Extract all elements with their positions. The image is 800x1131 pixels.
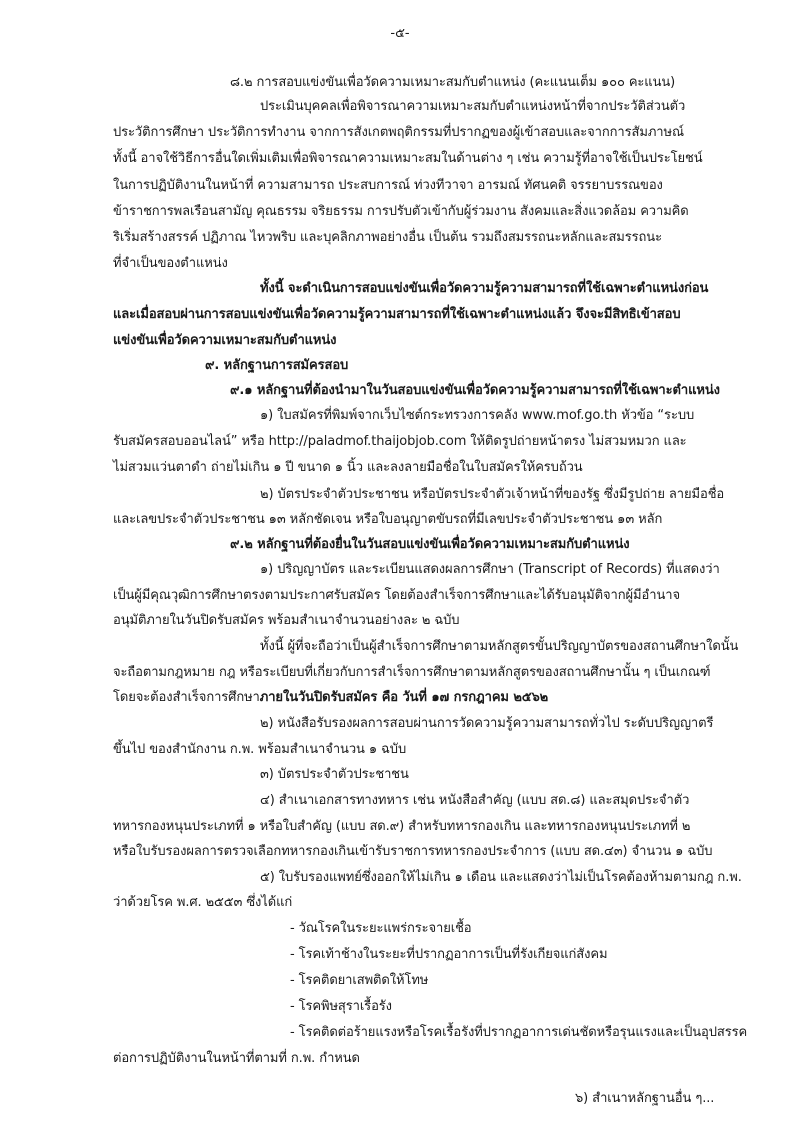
bold-note-line: ทั้งนี้ จะดำเนินการสอบแข่งขันเพื่อวัดความรู้ความสามารถที่ใช้เฉพาะตำแหน่งก่อน <box>260 281 709 296</box>
paragraph-line: ทั้งนี้ อาจใช้วิธีการอื่นใดเพิ่มเติมเพื่อพิจารณาความเหมาะสมในด้านต่าง ๆ เช่น ความรู้ที่อาจใช้เป็นประโยชน์ <box>113 151 703 166</box>
paragraph-line: ๑) ปริญญาบัตร และระเบียนแสดงผลการศึกษา (Transcript of Records) ที่แสดงว่า <box>260 562 720 577</box>
disease-list-item: - วัณโรคในระยะแพร่กระจายเชื้อ <box>290 921 472 936</box>
paragraph-line: ต่อการปฏิบัติงานในหน้าที่ตามที่ ก.พ. กำหนด <box>113 1051 360 1066</box>
paragraph-line: จะถือตามกฎหมาย กฎ หรือระเบียบที่เกี่ยวกับการสำเร็จการศึกษาตามหลักสูตรของสถานศึกษานั้น ๆ เป็นเกณฑ์ <box>113 665 711 680</box>
paragraph-line: ๒) บัตรประจำตัวประชาชน หรือบัตรประจำตัวเจ้าหน้าที่ของรัฐ ซึ่งมีรูปถ่าย ลายมือชื่อ <box>260 487 725 502</box>
paragraph-line: อนุมัติภายในวันปิดรับสมัคร พร้อมสำเนาจำนวนอย่างละ ๒ ฉบับ <box>113 613 460 628</box>
paragraph-line: ประวัติการศึกษา ประวัติการทำงาน จากการสังเกตพฤติกรรมที่ปรากฏของผู้เข้าสอบและจากการสัมภาษณ์ <box>113 125 684 140</box>
paragraph-line: ๕) ใบรับรองแพทย์ซึ่งออกให้ไม่เกิน ๑ เดือน และแสดงว่าไม่เป็นโรคต้องห้ามตามกฎ ก.พ. <box>260 870 742 885</box>
paragraph-line: ว่าด้วยโรค พ.ศ. ๒๕๕๓ ซึ่งได้แก่ <box>113 895 293 910</box>
bold-note-line: และเมื่อสอบผ่านการสอบแข่งขันเพื่อวัดความรู้ความสามารถที่ใช้เฉพาะตำแหน่งแล้ว จึงจะมีสิทธิเข้าสอบ <box>113 307 681 322</box>
text-span: โดยจะต้องสำเร็จการศึกษา <box>113 690 260 705</box>
paragraph-line: ที่จำเป็นของตำแหน่ง <box>113 256 228 271</box>
paragraph-line: ริเริ่มสร้างสรรค์ ปฏิภาณ ไหวพริบ และบุคลิกภาพอย่างอื่น เป็นต้น รวมถึงสมรรถนะหลักและสมรรถนะ <box>113 230 662 245</box>
bold-note-line: แข่งขันเพื่อวัดความเหมาะสมกับตำแหน่ง <box>113 333 337 348</box>
paragraph-line: ไม่สวมแว่นตาดำ ถ่ายไม่เกิน ๑ ปี ขนาด ๑ นิ้ว และลงลายมือชื่อในใบสมัครให้ครบถ้วน <box>113 460 583 475</box>
paragraph-line: ขึ้นไป ของสำนักงาน ก.พ. พร้อมสำเนาจำนวน ๑ ฉบับ <box>113 742 407 757</box>
paragraph-line: ข้าราชการพลเรือนสามัญ คุณธรรม จริยธรรม การปรับตัวเข้ากับผู้ร่วมงาน สังคมและสิ่งแวดล้อม ความคิด <box>113 204 689 219</box>
paragraph-line: ทหารกองหนุนประเภทที่ ๑ หรือใบสำคัญ (แบบ สด.๙) สำหรับทหารกองเกิน และทหารกองหนุนประเภทที่ ๒ <box>113 819 691 834</box>
continuation-note: ๖) สำเนาหลักฐานอื่น ๆ... <box>575 1091 715 1106</box>
page-number: -๕- <box>390 26 410 41</box>
disease-list-item: - โรคเท้าช้างในระยะที่ปรากฏอาการเป็นที่รังเกียจแก่สังคม <box>290 947 608 962</box>
paragraph-line: ประเมินบุคคลเพื่อพิจารณาความเหมาะสมกับตำแหน่งหน้าที่จากประวัติส่วนตัว <box>260 99 686 114</box>
paragraph-line: ๓) บัตรประจำตัวประชาชน <box>260 767 409 782</box>
section-9-heading: ๙. หลักฐานการสมัครสอบ <box>205 358 349 373</box>
paragraph-line: ๔) สำเนาเอกสารทางทหาร เช่น หนังสือสำคัญ (แบบ สด.๘) และสมุดประจำตัว <box>260 793 690 808</box>
disease-list-item: - โรคติดยาเสพติดให้โทษ <box>290 973 429 988</box>
paragraph-line: ทั้งนี้ ผู้ที่จะถือว่าเป็นผู้สำเร็จการศึกษาตามหลักสูตรขั้นปริญญาบัตรของสถานศึกษาใดนั้น <box>260 639 739 654</box>
section-9-1-heading: ๙.๑ หลักฐานที่ต้องนำมาในวันสอบแข่งขันเพื่อวัดความรู้ความสามารถที่ใช้เฉพาะตำแหน่ง <box>230 383 720 398</box>
section-8-2-heading: ๘.๒ การสอบแข่งขันเพื่อวัดความเหมาะสมกับตำแหน่ง (คะแนนเต็ม ๑๐๐ คะแนน) <box>230 75 676 90</box>
paragraph-line: รับสมัครสอบออนไลน์” หรือ http://paladmof.thaijobjob.com ให้ติดรูปถ่ายหน้าตรง ไม่สวมหมวก และ <box>113 434 687 449</box>
section-9-2-heading: ๙.๒ หลักฐานที่ต้องยื่นในวันสอบแข่งขันเพื่อวัดความเหมาะสมกับตำแหน่ง <box>230 537 630 552</box>
disease-list-item: - โรคพิษสุราเรื้อรัง <box>290 999 392 1014</box>
closing-date-text: ภายในวันปิดรับสมัคร คือ วันที่ ๑๗ กรกฎาคม ๒๕๖๒ <box>259 690 549 705</box>
paragraph-line: หรือใบรับรองผลการตรวจเลือกทหารกองเกินเข้ารับราชการทหารกองประจำการ (แบบ สด.๔๓) จำนวน ๑ ฉบับ <box>113 844 713 859</box>
paragraph-line <box>113 689 548 707</box>
disease-list-item: - โรคติดต่อร้ายแรงหรือโรคเรื้อรังที่ปรากฏอาการเด่นชัดหรือรุนแรงและเป็นอุปสรรค <box>290 1025 748 1040</box>
paragraph-line: และเลขประจำตัวประชาชน ๑๓ หลักชัดเจน หรือใบอนุญาตขับรถที่มีเลขประจำตัวประชาชน ๑๓ หลัก <box>113 512 663 527</box>
paragraph-line: ๒) หนังสือรับรองผลการสอบผ่านการวัดความรู้ความสามารถทั่วไป ระดับปริญญาตรี <box>260 716 714 731</box>
paragraph-line: ในการปฏิบัติงานในหน้าที่ ความสามารถ ประสบการณ์ ท่วงทีวาจา อารมณ์ ทัศนคติ จรรยาบรรณของ <box>113 178 663 193</box>
paragraph-line: เป็นผู้มีคุณวุฒิการศึกษาตรงตามประกาศรับสมัคร โดยต้องสำเร็จการศึกษาและได้รับอนุมัติจากผู้มีอำนาจ <box>113 588 680 603</box>
paragraph-line: ๑) ใบสมัครที่พิมพ์จากเว็บไซต์กระทรวงการคลัง www.mof.go.th หัวข้อ “ระบบ <box>260 408 695 423</box>
